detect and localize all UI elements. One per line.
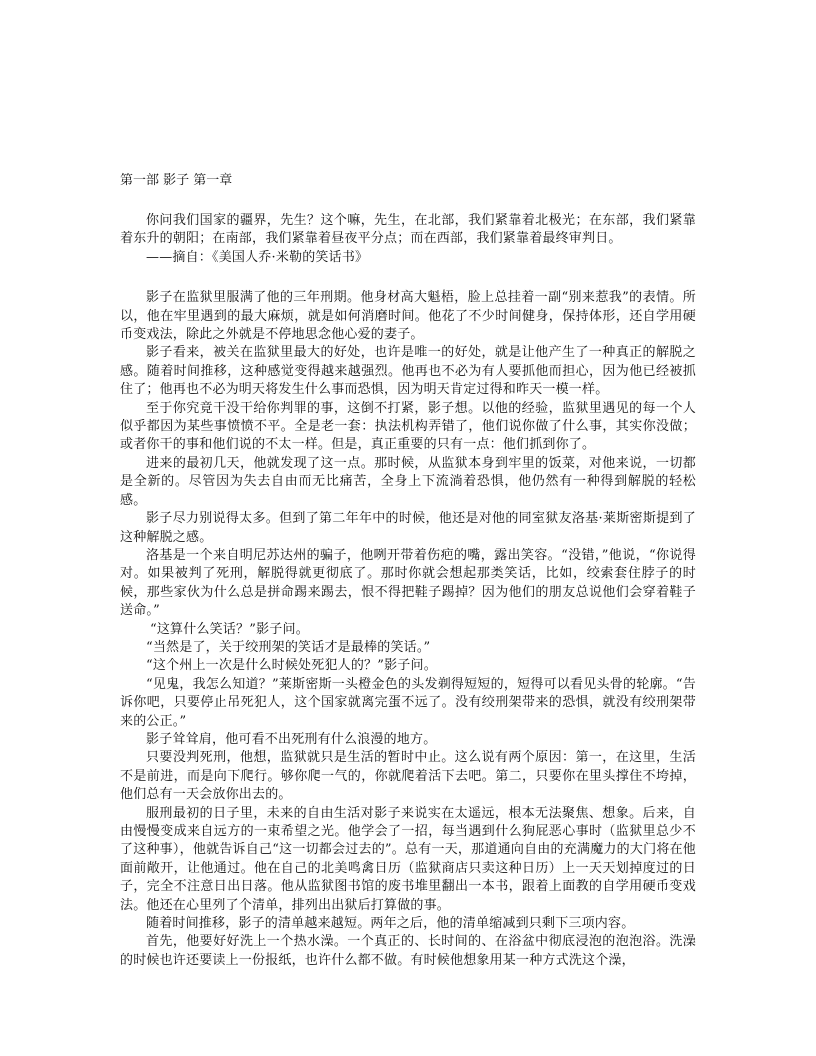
paragraph: 服刑最初的日子里，未来的自由生活对影子来说实在太遥远，根本无法聚焦、想象。后来，自由慢慢变成来自远方的一束希望之光。他学会了一招，每当遇到什么狗屁恶心事时（监狱里总少不了这种事），他就告诉自己“这一切都会过去的”。总有一天，那道通向自由的充满魔力的大门将在他面前敞开，让他通过。他在自己的北美鸣禽日历（监狱商店只卖这种日历）上一天天划掉度过的日子，完全不注意日出日落。他从监狱图书馆的废书堆里翻出一本书，跟着上面教的自学用硬币变戏法。他还在心里列了个清单，排列出出狱后打算做的事。 (120, 805, 696, 913)
chapter-body (120, 289, 696, 970)
paragraph: 只要没判死刑，他想，监狱就只是生活的暂时中止。这么说有两个原因：第一，在这里，生活不是前进，而是向下爬行。够你爬一气的，你就爬着活下去吧。第二，只要你在里头撑住不垮掉，他们总有一天会放你出去的。 (120, 750, 696, 803)
paragraph: 首先，他要好好洗上一个热水澡。一个真正的、长时间的、在浴盆中彻底浸泡的泡泡浴。洗澡的时候也许还要读上一份报纸，也许什么都不做。有时候他想象用某一种方式洗这个澡， (120, 934, 696, 968)
dialogue-paragraph: “这算什么笑话？”影子问。 (150, 621, 309, 637)
paragraph: 影子看来，被关在监狱里最大的好处，也许是唯一的好处，就是让他产生了一种真正的解脱之感。随着时间推移，这种感觉变得越来越强烈。他再也不必为有人要抓他而担心，因为他已经被抓住了；他再也不必为明天将发生什么事而恐惧，因为明天肯定过得和昨天一模一样。 (120, 345, 696, 398)
epigraph (120, 212, 696, 267)
page-content (120, 172, 696, 970)
paragraph: 进来的最初几天，他就发现了这一点。那时候，从监狱本身到牢里的饭菜，对他来说，一切都是全新的。尽管因为失去自由而无比痛苦，全身上下流淌着恐惧，他仍然有一种得到解脱的轻松感。 (120, 455, 696, 508)
epigraph-source: ——摘自：《美国人乔·米勒的笑话书》 (146, 249, 369, 265)
paragraph: 随着时间推移，影子的清单越来越短。两年之后，他的清单缩减到只剩下三项内容。 (146, 916, 635, 932)
paragraph: 洛基是一个来自明尼苏达州的骗子，他咧开带着伤疤的嘴，露出笑容。“没错，”他说，“你说得对。如果被判了死刑，解脱得就更彻底了。那时你就会想起那类笑话，比如，绞索套住脖子的时候，那些家伙为什么总是拼命踢来踢去，恨不得把鞋子踢掉？因为他们的朋友总说他们会穿着鞋子送命。” (120, 547, 696, 619)
paragraph: 影子耸耸肩，他可看不出死刑有什么浪漫的地方。 (146, 731, 437, 747)
paragraph: 影子尽力别说得太多。但到了第二年年中的时候，他还是对他的同室狱友洛基·莱斯密斯提到了这种解脱之感。 (120, 511, 696, 545)
epigraph-text: 你问我们国家的疆界，先生？这个嘛，先生，在北部，我们紧靠着北极光；在东部，我们紧靠着东升的朝阳；在南部，我们紧靠着昼夜平分点；而在西部，我们紧靠着最终审判日。 (120, 213, 696, 247)
paragraph: “见鬼，我怎么知道？”莱斯密斯一头橙金色的头发剃得短短的，短得可以看见头骨的轮廓。“告诉你吧，只要停止吊死犯人，这个国家就离完蛋不远了。没有绞刑架带来的恐惧，就没有绞刑架带来的公正。” (120, 676, 696, 729)
dialogue-paragraph: “当然是了，关于绞刑架的笑话才是最棒的笑话。” (146, 639, 431, 655)
paragraph: 至于你究竟干没干给你判罪的事，这倒不打紧，影子想。以他的经验，监狱里遇见的每一个人似乎都因为某些事愤愤不平。全是老一套：执法机构弄错了，他们说你做了什么事，其实你没做；或者你干的事和他们说的不太一样。但是，真正重要的只有一点：他们抓到你了。 (120, 400, 696, 453)
dialogue-paragraph: “这个州上一次是什么时候处死犯人的？”影子问。 (146, 658, 437, 674)
chapter-heading: 第一部 影子 第一章 (120, 173, 233, 188)
paragraph: 影子在监狱里服满了他的三年刑期。他身材高大魁梧，脸上总挂着一副“别来惹我”的表情。所以，他在牢里遇到的最大麻烦，就是如何消磨时间。他花了不少时间健身，保持体形，还自学用硬币变戏法，除此之外就是不停地思念他心爱的妻子。 (120, 290, 696, 343)
